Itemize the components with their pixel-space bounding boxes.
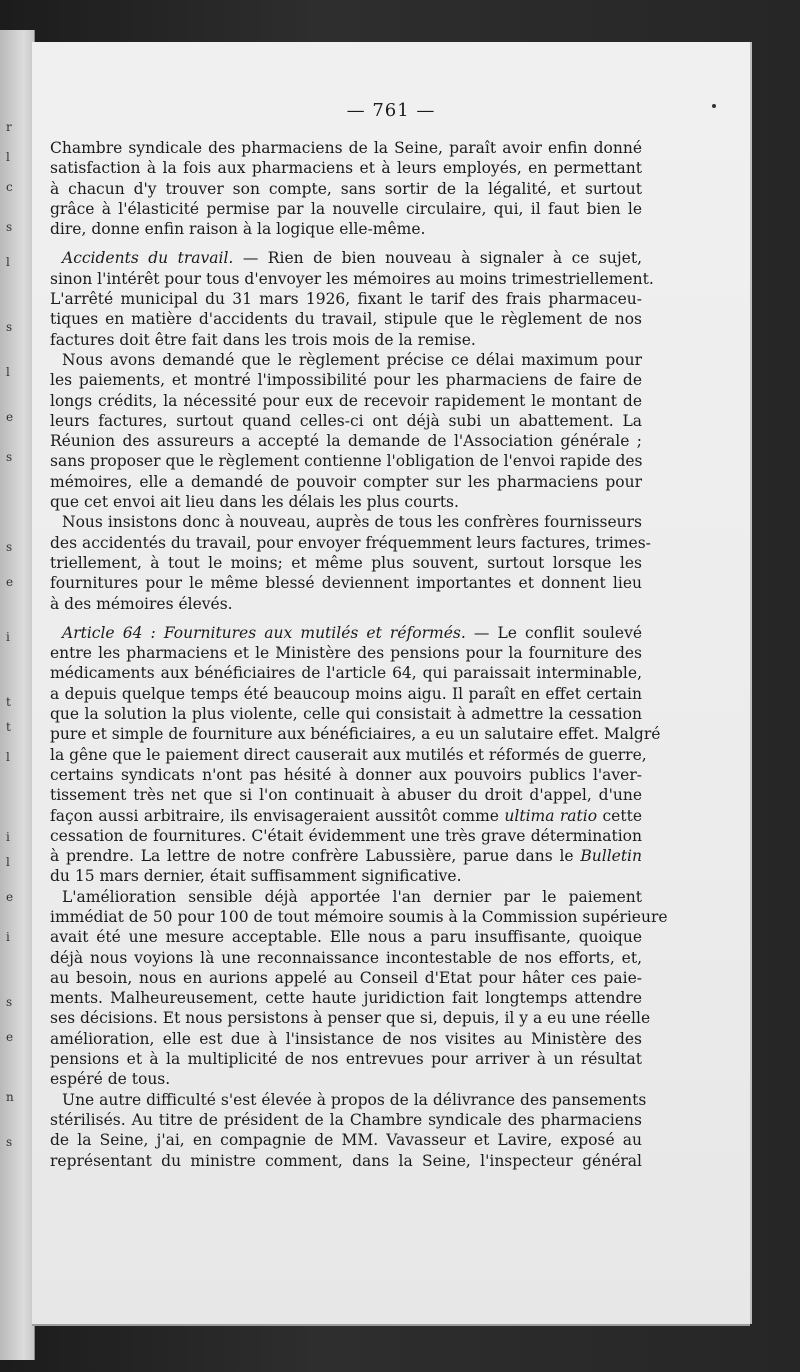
text-line: que la solution la plus violente, celle qui consistait à admettre la cessation	[50, 705, 642, 724]
text-line: Accidents du travail. — Rien de bien nouveau à signaler à ce sujet,	[62, 249, 642, 268]
text-line: à des mémoires élevés.	[50, 594, 233, 613]
text-line: a depuis quelque temps été beaucoup moins aigu. Il paraît en effet certain	[50, 684, 642, 703]
edge-letter: l	[6, 150, 10, 164]
text-line: des accidentés du travail, pour envoyer fréquemment leurs factures, trimes-	[50, 533, 651, 552]
edge-letter: l	[6, 255, 10, 269]
text-line: triellement, à tout le moins; et même plus souvent, surtout lorsque les	[50, 553, 642, 572]
edge-letter: s	[6, 540, 13, 554]
edge-letter: e	[6, 410, 14, 424]
document-page	[32, 42, 750, 1324]
body-text	[50, 138, 668, 1171]
text-line: L'arrêté municipal du 31 mars 1926, fixant le tarif des frais pharmaceu-	[50, 290, 642, 309]
text-line: L'amélioration sensible déjà apportée l'an dernier par le paiement	[62, 887, 642, 906]
text-line: Une autre difficulté s'est élevée à propos de la délivrance des pansements	[62, 1090, 647, 1109]
text-line: entre les pharmaciens et le Ministère des pensions pour la fourniture des	[50, 644, 642, 663]
text-line: dire, donne enfin raison à la logique elle-même.	[50, 220, 426, 239]
text-line: tissement très net que si l'on continuait à abuser du droit d'appel, d'une	[50, 786, 642, 805]
text-line: que cet envoi ait lieu dans les délais les plus courts.	[50, 493, 459, 512]
edge-letter: e	[6, 575, 14, 589]
text-line: cessation de fournitures. C'était évidemment une très grave détermination	[50, 826, 642, 845]
edge-letter: s	[6, 1135, 13, 1149]
edge-letter: i	[6, 830, 10, 844]
paragraph-gap	[50, 614, 642, 623]
text-line: de la Seine, j'ai, en compagnie de MM. Vavasseur et Lavire, exposé au	[50, 1131, 642, 1150]
text-line: stérilisés. Au titre de président de la Chambre syndicale des pharmaciens	[50, 1110, 642, 1129]
edge-letter: n	[6, 1090, 14, 1104]
text-line: espéré de tous.	[50, 1070, 171, 1089]
text-line: représentant du ministre comment, dans la Seine, l'inspecteur général	[50, 1151, 642, 1170]
text-line: Réunion des assureurs a accepté la demande de l'Association générale ;	[50, 432, 642, 451]
paragraph-gap	[50, 239, 642, 248]
text-line: Article 64 : Fournitures aux mutilés et réformés. — Le conflit soulevé	[62, 623, 642, 642]
edge-letter: t	[6, 695, 11, 709]
text-line: sans proposer que le règlement contienne l'obligation de l'envoi rapide des	[50, 452, 643, 471]
text-line: façon aussi arbitraire, ils envisageraient aussitôt comme ultima ratio cette	[50, 806, 642, 825]
text-line: au besoin, nous en aurions appelé au Conseil d'Etat pour hâter ces paie-	[50, 968, 642, 987]
text-line: grâce à l'élasticité permise par la nouvelle circulaire, qui, il faut bien le	[50, 199, 642, 218]
text-line: longs crédits, la nécessité pour eux de recevoir rapidement le montant de	[50, 391, 642, 410]
edge-letter: l	[6, 750, 10, 764]
text-line: tiques en matière d'accidents du travail, stipule que le règlement de nos	[50, 310, 642, 329]
text-line: avait été une mesure acceptable. Elle nous a paru insuffisante, quoique	[50, 928, 642, 947]
edge-letter: i	[6, 630, 10, 644]
previous-page-edge	[0, 30, 35, 1360]
edge-letter: i	[6, 930, 10, 944]
text-line: à prendre. La lettre de notre confrère Labussière, parue dans le Bulletin	[50, 847, 642, 866]
edge-letter: c	[6, 180, 13, 194]
text-line: Nous insistons donc à nouveau, auprès de tous les confrères fournisseurs	[62, 513, 642, 532]
text-line: amélioration, elle est due à l'insistance de nos visites au Ministère des	[50, 1029, 642, 1048]
text-line: sinon l'intérêt pour tous d'envoyer les mémoires au moins trimestriellement.	[50, 269, 654, 288]
edge-letter: e	[6, 1030, 14, 1044]
edge-letter: r	[6, 120, 12, 134]
text-line: à chacun d'y trouver son compte, sans sortir de la légalité, et surtout	[50, 179, 642, 198]
text-line: fournitures pour le même blessé deviennent importantes et donnent lieu	[50, 574, 642, 593]
text-line: déjà nous voyions là une reconnaissance incontestable de nos efforts, et,	[50, 948, 642, 967]
edge-letter: l	[6, 365, 10, 379]
text-line: les paiements, et montré l'impossibilité pour les pharmaciens de faire de	[50, 371, 642, 390]
edge-letter: s	[6, 320, 13, 334]
text-line: Nous avons demandé que le règlement précise ce délai maximum pour	[62, 350, 642, 369]
text-line: pensions et à la multiplicité de nos entrevues pour arriver à un résultat	[50, 1050, 642, 1069]
page-number: — 761 —	[346, 100, 436, 121]
text-line: factures doit être fait dans les trois mois de la remise.	[50, 330, 476, 349]
edge-letter: s	[6, 995, 13, 1009]
text-line: ments. Malheureusement, cette haute juridiction fait longtemps attendre	[50, 989, 642, 1008]
text-line: Chambre syndicale des pharmaciens de la Seine, paraît avoir enfin donné	[50, 139, 642, 157]
text-line: pure et simple de fourniture aux bénéficiaires, a eu un salutaire effet. Malgré	[50, 725, 661, 744]
edge-letter: s	[6, 220, 13, 234]
text-line: médicaments aux bénéficiaires de l'article 64, qui paraissait interminable,	[50, 664, 642, 683]
text-line: immédiat de 50 pour 100 de tout mémoire soumis à la Commission supérieure	[50, 907, 668, 926]
edge-letter: t	[6, 720, 11, 734]
edge-letter: e	[6, 890, 14, 904]
text-line: certains syndicats n'ont pas hésité à donner aux pouvoirs publics l'aver-	[50, 765, 642, 784]
text-line: la gêne que le paiement direct causerait aux mutilés et réformés de guerre,	[50, 745, 647, 764]
text-line: ses décisions. Et nous persistons à penser que si, depuis, il y a eu une réelle	[50, 1009, 651, 1028]
ink-speck	[712, 104, 716, 108]
edge-letter: s	[6, 450, 13, 464]
text-line: du 15 mars dernier, était suffisamment significative.	[50, 867, 462, 886]
text-line: leurs factures, surtout quand celles-ci ont déjà subi un abattement. La	[50, 411, 642, 430]
edge-letter: l	[6, 855, 10, 869]
text-line: satisfaction à la fois aux pharmaciens et à leurs employés, en permettant	[50, 159, 642, 178]
text-line: mémoires, elle a demandé de pouvoir compter sur les pharmaciens pour	[50, 472, 642, 491]
